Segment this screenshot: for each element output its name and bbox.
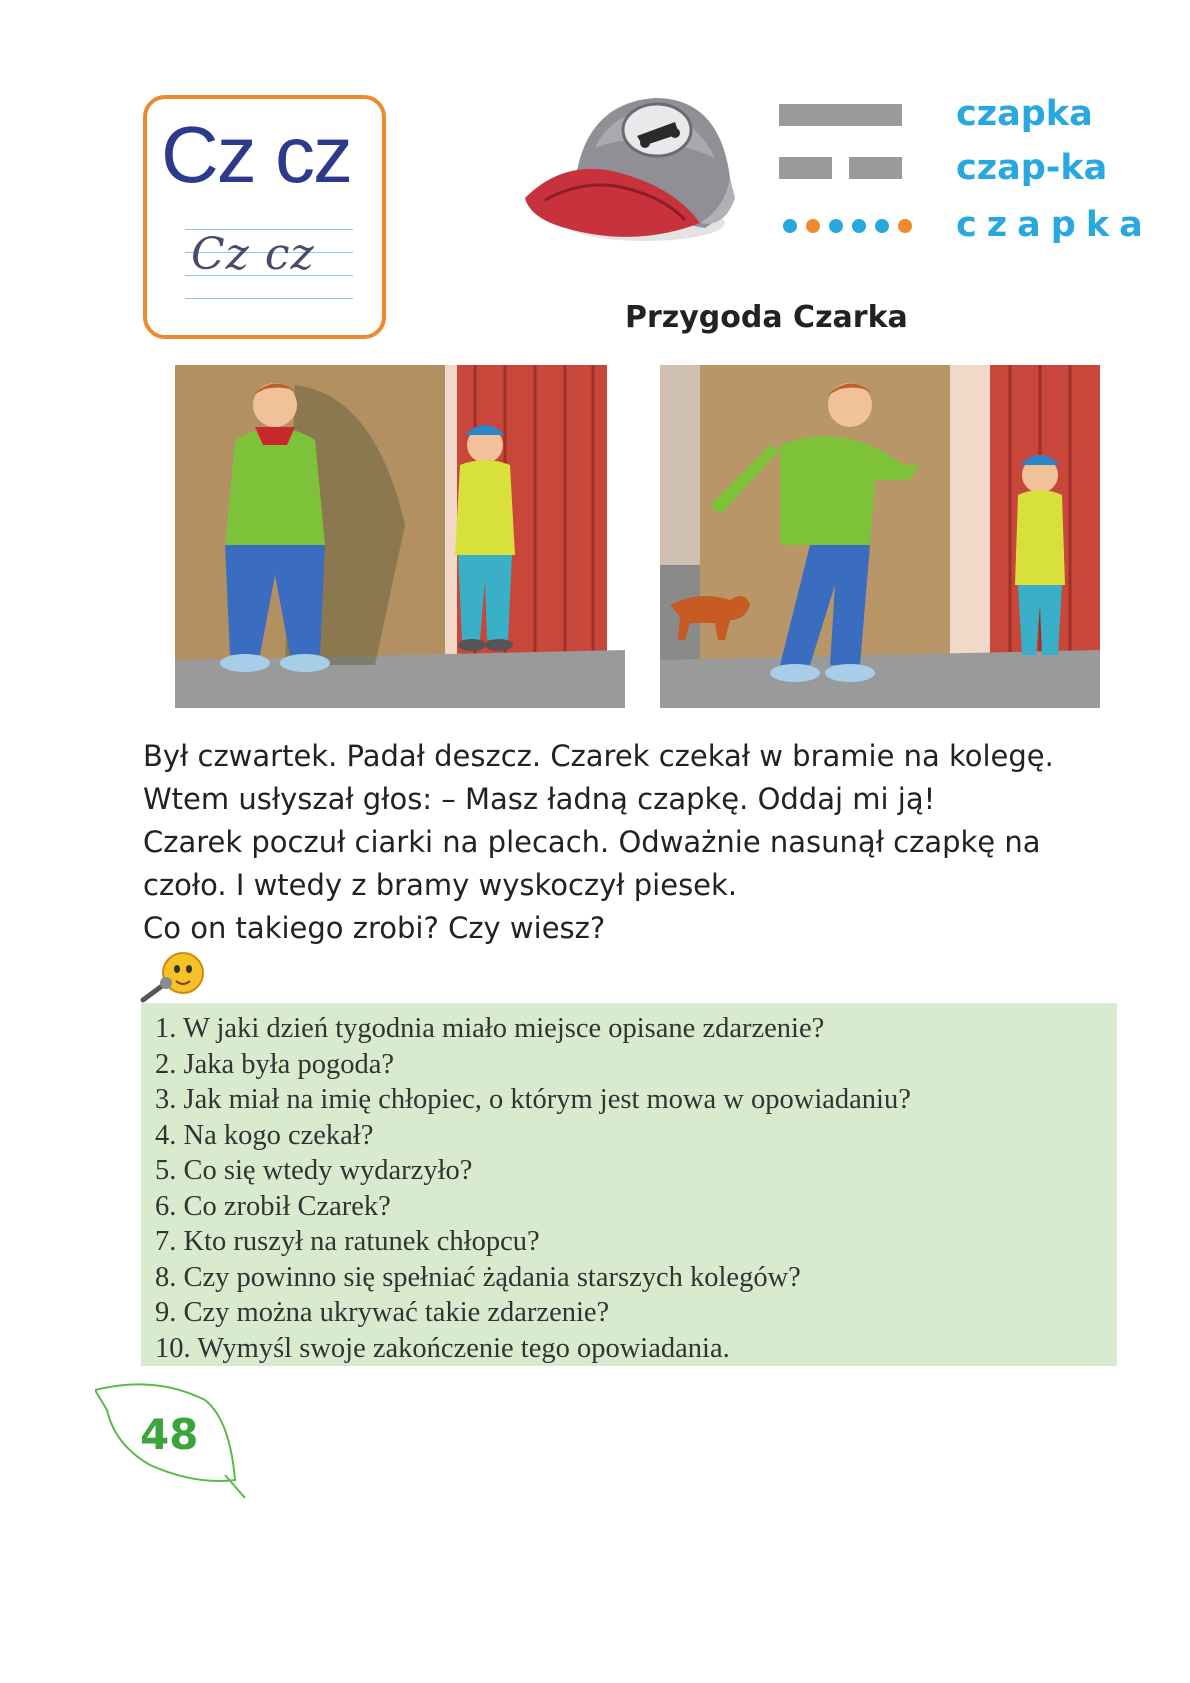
scheme-word-whole: czapka xyxy=(956,94,1093,134)
scheme-dot-5 xyxy=(875,219,889,233)
question-item: 3. Jak miał na imię chłopiec, o którym jest mowa w opowiadaniu? xyxy=(155,1084,911,1115)
scheme-word-syllables: czap-ka xyxy=(956,148,1108,188)
question-item: 10. Wymyśl swoje zakończenie tego opowiadania. xyxy=(155,1332,730,1364)
scheme-dot-1 xyxy=(783,219,797,233)
scheme-dot-4 xyxy=(852,219,866,233)
print-letters: Cz cz xyxy=(161,110,351,199)
letter: p xyxy=(1050,205,1076,245)
question-item: 8. Czy powinno się spełniać żądania starszych kolegów? xyxy=(155,1261,801,1293)
story-line: Wtem usłyszał głos: – Masz ładną czapkę. Oddaj mi ją! xyxy=(143,782,936,816)
scheme-dot-2 xyxy=(806,219,820,233)
story-line: Czarek poczuł ciarki na plecach. Odważnie nasunął czapkę na xyxy=(143,825,1041,859)
scheme-word-letters xyxy=(956,205,1153,245)
microphone-emoji-icon xyxy=(138,945,208,1005)
question-item: 6. Co zrobił Czarek? xyxy=(155,1190,391,1222)
script-letters: Cz cz xyxy=(191,229,315,280)
letter-card xyxy=(143,95,386,339)
question-item: 4. Na kogo czekał? xyxy=(155,1119,374,1151)
letter: k xyxy=(1085,205,1110,245)
letter: a xyxy=(1119,205,1143,245)
question-item: 1. W jaki dzień tygodnia miało miejsce opisane zdarzenie? xyxy=(155,1013,825,1044)
story-line: Co on takiego zrobi? Czy wiesz? xyxy=(143,911,606,945)
page-number: 48 xyxy=(140,1410,199,1459)
cap-illustration xyxy=(525,88,755,248)
questions-box xyxy=(141,1003,1117,1366)
question-item: 9. Czy można ukrywać takie zdarzenie? xyxy=(155,1297,610,1328)
letter: a xyxy=(1017,205,1041,245)
letter: c xyxy=(956,205,977,245)
story-illustration-2 xyxy=(660,365,1100,708)
story-text xyxy=(143,735,1083,950)
scheme-dot-3 xyxy=(829,219,843,233)
scheme-dot-6 xyxy=(898,219,912,233)
story-title: Przygoda Czarka xyxy=(625,300,908,335)
scheme-bar-syllable-2 xyxy=(849,157,902,179)
scheme-bar-whole xyxy=(779,104,902,126)
story-line: Był czwartek. Padał deszcz. Czarek czekał w bramie na kolegę. xyxy=(143,739,1054,773)
question-item: 5. Co się wtedy wydarzyło? xyxy=(155,1155,473,1186)
story-illustration-1 xyxy=(175,365,625,708)
letter: z xyxy=(986,205,1008,245)
question-item: 7. Kto ruszył na ratunek chłopcu? xyxy=(155,1226,540,1257)
question-item: 2. Jaka była pogoda? xyxy=(155,1048,395,1080)
story-line: czoło. I wtedy z bramy wyskoczył piesek. xyxy=(143,868,738,902)
scheme-bar-syllable-1 xyxy=(779,157,832,179)
questions-list xyxy=(155,1011,1117,1366)
